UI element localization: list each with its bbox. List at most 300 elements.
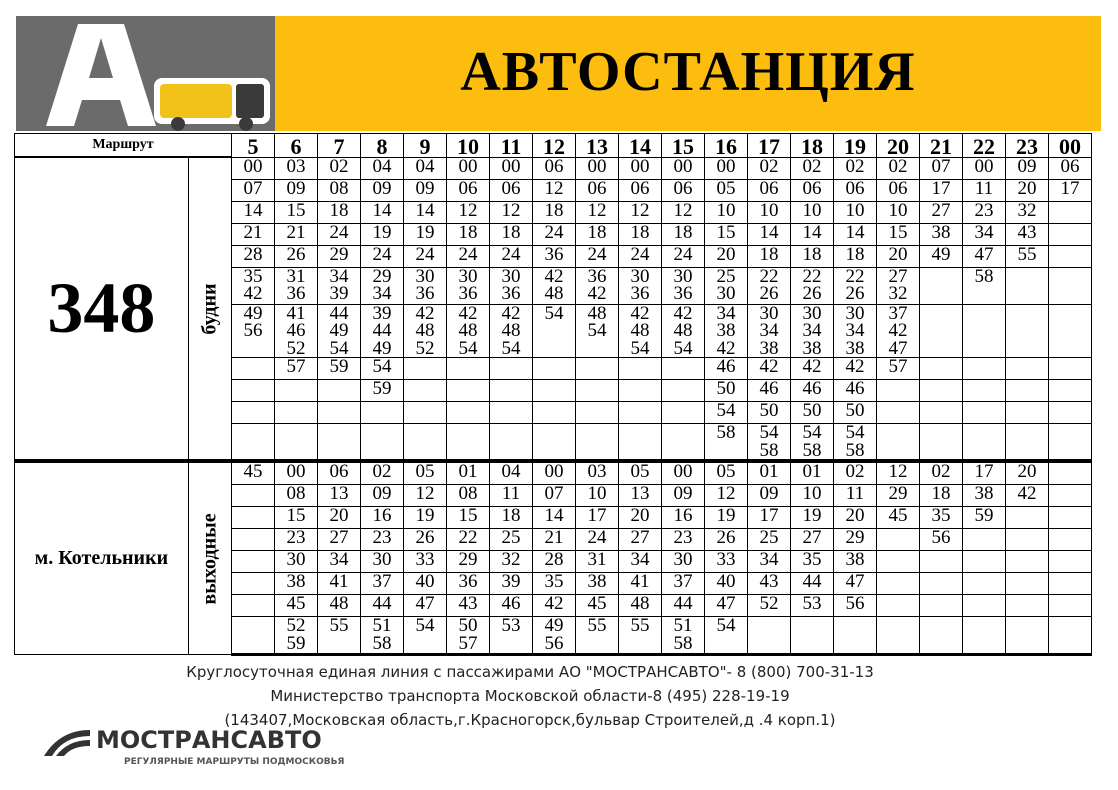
minute-value: 26: [415, 528, 435, 548]
minute-value: 18: [759, 245, 779, 265]
minute-cell: [748, 485, 791, 507]
minute-value: 07: [931, 157, 951, 177]
minute-value: 02: [372, 461, 392, 482]
minute-cell: [920, 485, 963, 507]
minute-value: 34: [630, 550, 650, 570]
minute-cell: [533, 424, 576, 462]
minute-value: 46: [845, 379, 865, 399]
minute-value: 30: [802, 304, 822, 324]
minute-cell: [1006, 595, 1049, 617]
minute-cell: [748, 179, 791, 201]
minute-cell: [791, 595, 834, 617]
minute-cell: [877, 179, 920, 201]
minute-value: 06: [673, 179, 693, 199]
minute-value: 39: [501, 572, 521, 592]
minute-value: 55: [630, 616, 650, 636]
minute-value: 02: [845, 157, 865, 177]
minute-value: 58: [974, 267, 994, 287]
minute-cell: [404, 573, 447, 595]
minute-cell: [576, 551, 619, 573]
hour-header: 00: [1049, 134, 1092, 158]
minute-cell: [490, 424, 533, 462]
minute-cell: [232, 179, 275, 201]
minute-cell: [705, 485, 748, 507]
minute-value: 17: [759, 506, 779, 526]
minute-cell: [748, 424, 791, 462]
minute-cell: [619, 157, 662, 179]
minute-cell: [490, 485, 533, 507]
minute-cell: [963, 267, 1006, 304]
minute-value: 47: [415, 594, 435, 614]
minute-value: 30: [716, 283, 736, 304]
minute-cell: [963, 358, 1006, 380]
minute-cell: [318, 157, 361, 179]
minute-cell: [447, 380, 490, 402]
minute-cell: [705, 529, 748, 551]
minute-cell: [791, 402, 834, 424]
minute-cell: [490, 529, 533, 551]
minute-cell: [619, 529, 662, 551]
minute-cell: [662, 380, 705, 402]
minute-cell: [748, 157, 791, 179]
minute-value: 36: [673, 283, 693, 304]
minute-cell: [791, 485, 834, 507]
minute-value: 07: [544, 484, 564, 504]
minute-value: 02: [888, 157, 908, 177]
minute-value: 43: [1017, 223, 1037, 243]
minute-value: 48: [630, 320, 650, 341]
minute-value: 45: [243, 461, 263, 482]
minute-cell: [791, 245, 834, 267]
minute-value: 36: [630, 283, 650, 304]
minute-value: 15: [458, 506, 478, 526]
minute-value: 23: [286, 528, 306, 548]
minute-value: 35: [802, 550, 822, 570]
minute-value: 00: [630, 157, 650, 177]
minute-value: 02: [845, 461, 865, 482]
minute-value: 22: [802, 267, 822, 287]
minute-value: 50: [716, 379, 736, 399]
minute-value: 43: [759, 572, 779, 592]
minute-cell: [1049, 485, 1092, 507]
hour-header: 23: [1006, 134, 1049, 158]
minute-cell: [834, 507, 877, 529]
minute-cell: [533, 157, 576, 179]
hour-header: 12: [533, 134, 576, 158]
minute-value: 42: [458, 304, 478, 324]
minute-value: 54: [673, 337, 693, 358]
minute-value: 37: [673, 572, 693, 592]
minute-value: 10: [802, 484, 822, 504]
minute-cell: [1006, 245, 1049, 267]
minute-cell: [576, 402, 619, 424]
minute-value: 47: [845, 572, 865, 592]
minute-value: 29: [458, 550, 478, 570]
minute-cell: [361, 595, 404, 617]
minute-value: 30: [372, 550, 392, 570]
minute-value: 54: [501, 337, 521, 358]
minute-value: 23: [974, 201, 994, 221]
minute-value: 16: [372, 506, 392, 526]
minute-value: 55: [587, 616, 607, 636]
minute-cell: [748, 402, 791, 424]
minute-cell: [748, 573, 791, 595]
minute-value: 09: [286, 179, 306, 199]
minute-value: 17: [587, 506, 607, 526]
minute-value: 10: [802, 201, 822, 221]
minute-value: 36: [544, 245, 564, 265]
minute-cell: [619, 380, 662, 402]
minute-value: 56: [931, 528, 951, 548]
minute-cell: [1006, 617, 1049, 655]
minute-value: 06: [888, 179, 908, 199]
minute-cell: [361, 529, 404, 551]
minute-value: 54: [630, 337, 650, 358]
minute-value: 58: [845, 439, 865, 461]
minute-value: 34: [372, 283, 392, 304]
address-text: (143407,Московская область,г.Красногорск,бульвар Строителей,д .4 корп.1): [224, 711, 836, 729]
minute-value: 52: [286, 616, 306, 636]
minute-value: 18: [501, 506, 521, 526]
minute-value: 04: [501, 461, 521, 482]
minute-value: 00: [673, 461, 693, 482]
minute-value: 12: [673, 201, 693, 221]
minute-cell: [361, 358, 404, 380]
minute-cell: [791, 617, 834, 655]
minute-cell: [447, 157, 490, 179]
minute-value: 42: [802, 357, 822, 377]
minute-value: 20: [845, 506, 865, 526]
minute-value: 54: [802, 423, 822, 443]
minute-cell: [232, 201, 275, 223]
contact-info: [0, 660, 1060, 732]
minute-cell: [1049, 573, 1092, 595]
minute-value: 34: [759, 550, 779, 570]
minute-cell: [791, 201, 834, 223]
minute-cell: [748, 223, 791, 245]
minute-cell: [920, 201, 963, 223]
minute-cell: [447, 223, 490, 245]
page-title: АВТОСТАНЦИЯ: [460, 41, 916, 103]
minute-value: 20: [1017, 179, 1037, 199]
minute-cell: [275, 179, 318, 201]
weekend-label-text: выходные: [198, 512, 221, 605]
minute-cell: [490, 245, 533, 267]
minute-value: 35: [931, 506, 951, 526]
minute-value: 18: [802, 245, 822, 265]
minute-cell: [447, 402, 490, 424]
minute-cell: [877, 402, 920, 424]
minute-cell: [1006, 304, 1049, 358]
minute-cell: [318, 573, 361, 595]
minute-cell: [748, 358, 791, 380]
minute-cell: [791, 529, 834, 551]
minute-value: 05: [716, 179, 736, 199]
minute-cell: [533, 358, 576, 380]
minute-cell: [1006, 380, 1049, 402]
minute-cell: [404, 267, 447, 304]
minute-cell: [533, 617, 576, 655]
minute-cell: [834, 402, 877, 424]
minute-value: 30: [458, 267, 478, 287]
minute-value: 12: [716, 484, 736, 504]
minute-cell: [877, 529, 920, 551]
minute-cell: [232, 424, 275, 462]
minute-value: 33: [716, 550, 736, 570]
minute-cell: [318, 595, 361, 617]
minute-cell: [705, 507, 748, 529]
minute-value: 54: [372, 357, 392, 377]
minute-cell: [404, 529, 447, 551]
hour-header: 9: [404, 134, 447, 158]
minute-cell: [576, 485, 619, 507]
minute-value: 28: [544, 550, 564, 570]
minute-cell: [748, 304, 791, 358]
minute-cell: [447, 358, 490, 380]
minute-cell: [232, 304, 275, 358]
minute-value: 11: [501, 484, 521, 504]
minute-cell: [232, 573, 275, 595]
minute-cell: [404, 507, 447, 529]
minute-cell: [275, 402, 318, 424]
minute-value: 29: [329, 245, 349, 265]
minute-value: 46: [716, 357, 736, 377]
minute-cell: [662, 551, 705, 573]
minute-value: 06: [501, 179, 521, 199]
minute-cell: [662, 507, 705, 529]
minute-cell: [705, 380, 748, 402]
minute-cell: [361, 507, 404, 529]
minute-value: 58: [802, 439, 822, 461]
minute-value: 41: [329, 572, 349, 592]
minute-cell: [920, 617, 963, 655]
minute-value: 04: [372, 157, 392, 177]
minute-value: 49: [544, 616, 564, 636]
minute-cell: [318, 424, 361, 462]
minute-value: 38: [845, 337, 865, 358]
minute-cell: [404, 485, 447, 507]
minute-cell: [232, 529, 275, 551]
minute-cell: [447, 201, 490, 223]
minute-cell: [920, 551, 963, 573]
minute-value: 36: [501, 283, 521, 304]
minute-cell: [662, 529, 705, 551]
minute-cell: [920, 402, 963, 424]
route-number: 348: [15, 157, 189, 461]
minute-value: 23: [673, 528, 693, 548]
minute-cell: [232, 595, 275, 617]
minute-value: 54: [329, 337, 349, 358]
minute-value: 54: [415, 616, 435, 636]
minute-cell: [533, 485, 576, 507]
minute-value: 57: [458, 632, 478, 654]
minute-cell: [662, 461, 705, 485]
minute-value: 42: [1017, 484, 1037, 504]
minute-cell: [361, 617, 404, 655]
minute-value: 54: [587, 320, 607, 341]
minute-cell: [705, 157, 748, 179]
minute-cell: [361, 402, 404, 424]
minute-value: 06: [329, 461, 349, 482]
minute-cell: [318, 223, 361, 245]
minute-cell: [447, 304, 490, 358]
minute-cell: [963, 179, 1006, 201]
minute-value: 08: [458, 484, 478, 504]
minute-cell: [533, 179, 576, 201]
minute-cell: [662, 358, 705, 380]
minute-cell: [705, 551, 748, 573]
minute-value: 20: [329, 506, 349, 526]
minute-value: 49: [372, 337, 392, 358]
minute-value: 18: [501, 223, 521, 243]
minute-value: 42: [845, 357, 865, 377]
minute-value: 06: [802, 179, 822, 199]
minute-cell: [1049, 157, 1092, 179]
minute-cell: [920, 157, 963, 179]
minute-cell: [834, 223, 877, 245]
minute-value: 56: [544, 632, 564, 654]
minute-value: 15: [888, 223, 908, 243]
minute-value: 34: [716, 304, 736, 324]
minute-cell: [533, 461, 576, 485]
minute-value: 36: [458, 283, 478, 304]
minute-value: 42: [415, 304, 435, 324]
minute-value: 51: [372, 616, 392, 636]
minute-value: 57: [286, 357, 306, 377]
minute-value: 24: [501, 245, 521, 265]
hour-header: 7: [318, 134, 361, 158]
minute-value: 00: [587, 157, 607, 177]
mostransavto-logo: [40, 726, 420, 774]
minute-value: 14: [415, 201, 435, 221]
minute-cell: [232, 157, 275, 179]
minute-cell: [275, 617, 318, 655]
hour-header: 15: [662, 134, 705, 158]
minute-cell: [404, 402, 447, 424]
minute-value: 48: [458, 320, 478, 341]
minute-value: 34: [802, 320, 822, 341]
minute-value: 52: [415, 337, 435, 358]
minute-cell: [490, 551, 533, 573]
minute-value: 48: [415, 320, 435, 341]
minute-cell: [576, 461, 619, 485]
minute-cell: [705, 424, 748, 462]
minute-cell: [834, 529, 877, 551]
minute-value: 06: [544, 157, 564, 177]
hour-header: 10: [447, 134, 490, 158]
minute-value: 30: [845, 304, 865, 324]
minute-value: 48: [544, 283, 564, 304]
hour-header: 16: [705, 134, 748, 158]
minute-cell: [1049, 358, 1092, 380]
minute-cell: [275, 595, 318, 617]
minute-cell: [576, 358, 619, 380]
minute-value: 30: [415, 267, 435, 287]
minute-value: 59: [974, 506, 994, 526]
minute-cell: [404, 424, 447, 462]
minute-cell: [748, 507, 791, 529]
minute-cell: [533, 551, 576, 573]
minute-cell: [404, 617, 447, 655]
minute-value: 00: [501, 157, 521, 177]
minute-cell: [447, 424, 490, 462]
hour-header: 8: [361, 134, 404, 158]
minute-cell: [834, 573, 877, 595]
minute-value: 25: [759, 528, 779, 548]
minute-cell: [877, 358, 920, 380]
minute-cell: [791, 573, 834, 595]
minute-cell: [576, 529, 619, 551]
minute-value: 36: [286, 283, 306, 304]
minute-cell: [533, 595, 576, 617]
minute-cell: [490, 179, 533, 201]
minute-value: 03: [587, 461, 607, 482]
minute-cell: [275, 223, 318, 245]
minute-cell: [361, 245, 404, 267]
minute-cell: [232, 245, 275, 267]
minute-cell: [1006, 529, 1049, 551]
hour-header: 22: [963, 134, 1006, 158]
minute-cell: [232, 617, 275, 655]
minute-cell: [748, 267, 791, 304]
minute-cell: [619, 201, 662, 223]
minute-value: 15: [286, 201, 306, 221]
minute-cell: [705, 617, 748, 655]
minute-cell: [920, 223, 963, 245]
minute-value: 05: [415, 461, 435, 482]
minute-cell: [619, 551, 662, 573]
minute-cell: [877, 595, 920, 617]
minute-cell: [662, 424, 705, 462]
minute-cell: [1006, 201, 1049, 223]
minute-value: 36: [458, 572, 478, 592]
minute-value: 11: [845, 484, 865, 504]
minute-value: 09: [673, 484, 693, 504]
minute-cell: [232, 485, 275, 507]
minute-cell: [404, 551, 447, 573]
minute-cell: [619, 179, 662, 201]
minute-cell: [834, 157, 877, 179]
minute-value: 58: [372, 632, 392, 654]
brand-tagline: РЕГУЛЯРНЫЕ МАРШРУТЫ ПОДМОСКОВЬЯ: [124, 757, 345, 767]
minute-cell: [791, 461, 834, 485]
minute-value: 21: [286, 223, 306, 243]
minute-cell: [1049, 245, 1092, 267]
minute-cell: [490, 617, 533, 655]
minute-cell: [705, 402, 748, 424]
minute-cell: [1049, 380, 1092, 402]
minute-value: 59: [286, 632, 306, 654]
minute-value: 38: [845, 550, 865, 570]
minute-value: 18: [544, 201, 564, 221]
minute-cell: [877, 617, 920, 655]
minute-value: 12: [415, 484, 435, 504]
minute-cell: [662, 573, 705, 595]
minute-value: 47: [974, 245, 994, 265]
minute-cell: [791, 551, 834, 573]
minute-cell: [318, 507, 361, 529]
minute-cell: [533, 201, 576, 223]
minute-value: 58: [716, 423, 736, 443]
hotline-text: Круглосуточная единая линия с пассажирами АО "МОСТРАНСАВТО"- 8 (800) 700-31-13: [186, 663, 874, 681]
minute-cell: [791, 304, 834, 358]
minute-value: 56: [243, 320, 263, 341]
minute-cell: [1006, 507, 1049, 529]
minute-cell: [920, 304, 963, 358]
hour-header: 19: [834, 134, 877, 158]
minute-cell: [963, 157, 1006, 179]
minute-cell: [1049, 551, 1092, 573]
